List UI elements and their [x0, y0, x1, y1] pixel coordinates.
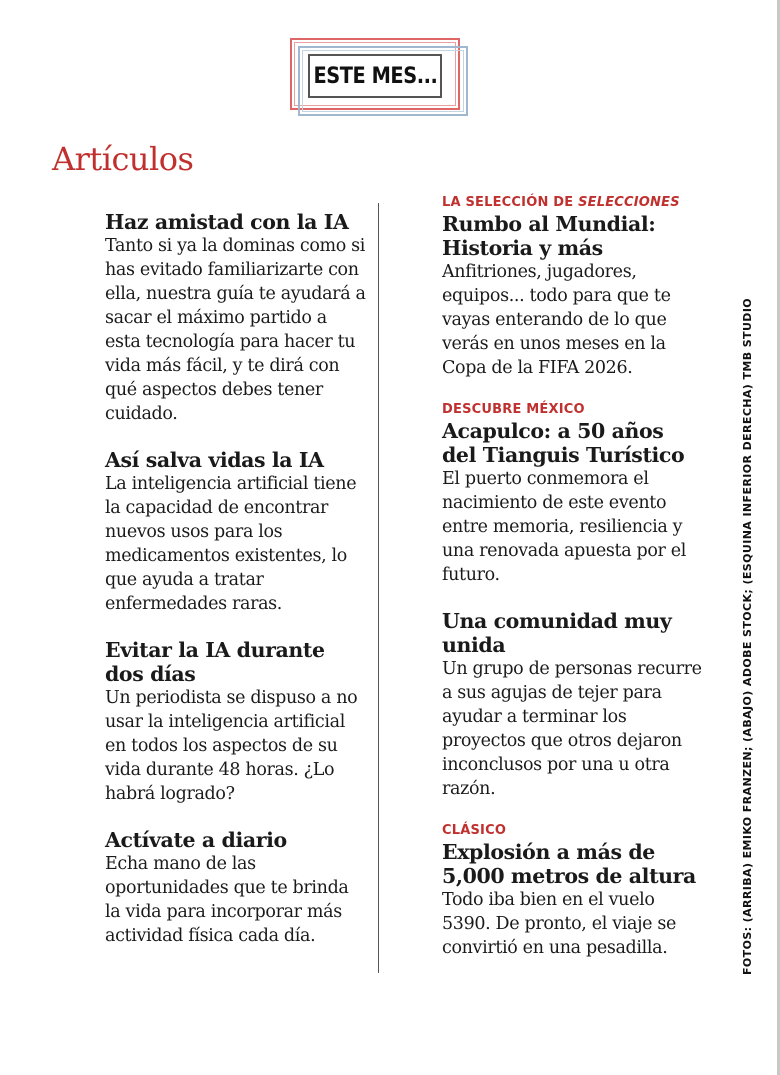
article-body: Echa mano de las oportunidades que te brinda la vida para incorporar más actividad física cada día. — [105, 854, 349, 946]
article-kicker — [442, 195, 704, 210]
article-activate[interactable] — [105, 828, 367, 948]
article-acapulco[interactable] — [442, 402, 704, 587]
header-label-box — [308, 54, 442, 98]
header-box — [290, 38, 468, 116]
article-rumbo-mundial[interactable] — [442, 195, 704, 380]
left-column — [105, 210, 367, 970]
article-headline: Así salva vidas la IA — [105, 448, 324, 472]
article-headline: Actívate a diario — [105, 828, 287, 852]
header-title: ESTE MES... — [313, 63, 437, 89]
article-evitar-ia[interactable] — [105, 638, 367, 806]
kicker-emphasis: SELECCIONES — [578, 195, 680, 210]
article-body: Todo iba bien en el vuelo 5390. De pronto, el viaje se convirtió en una pesadilla. — [442, 890, 676, 958]
article-body: Un grupo de personas recurre a sus agujas de tejer para ayudar a terminar los proyectos que otros dejaron inconclusos por una u otra razón. — [442, 659, 702, 799]
article-headline: Haz amistad con la IA — [105, 210, 349, 234]
article-body: Anfitriones, jugadores, equipos... todo para que te vayas enterando de lo que verás en unos meses en la Copa de la FIFA 2026. — [442, 262, 671, 378]
article-body: Un periodista se dispuso a no usar la inteligencia artificial en todos los aspectos de su vida durante 48 horas. ¿Lo habrá logrado? — [105, 688, 358, 804]
article-headline: Evitar la IA durante dos días — [105, 638, 325, 686]
article-headline: Rumbo al Mundial: Historia y más — [442, 212, 656, 260]
article-body: Tanto si ya la dominas como si has evitado familiarizarte con ella, nuestra guía te ayudará a sacar el máximo partido a esta tecnología para hacer tu vida más fácil, y te dirá con qué aspectos debes tener cuidado. — [105, 236, 366, 424]
photo-credit: FOTOS: (ARRIBA) EMIKO FRANZEN; (ABAJO) ADOBE STOCK; (ESQUINA INFERIOR DERECHA) TMB STUDIO — [741, 297, 754, 975]
article-headline: Una comunidad muy unida — [442, 609, 672, 657]
article-ia-salva-vidas[interactable] — [105, 448, 367, 616]
article-comunidad[interactable] — [442, 609, 704, 801]
right-column — [442, 195, 704, 982]
article-explosion[interactable] — [442, 823, 704, 960]
article-headline: Acapulco: a 50 años del Tianguis Turístico — [442, 419, 685, 467]
kicker-text: LA SELECCIÓN DE — [442, 195, 579, 210]
article-body: La inteligencia artificial tiene la capacidad de encontrar nuevos usos para los medicamentos existentes, lo que ayuda a tratar enfermedades raras. — [105, 474, 357, 614]
article-ia-amistad[interactable] — [105, 210, 367, 426]
section-title: Artículos — [52, 140, 194, 178]
article-body: El puerto conmemora el nacimiento de este evento entre memoria, resiliencia y una renovada apuesta por el futuro. — [442, 469, 687, 585]
article-headline: Explosión a más de 5,000 metros de altura — [442, 840, 696, 888]
article-kicker: CLÁSICO — [442, 823, 507, 838]
column-divider — [378, 203, 379, 973]
article-kicker: DESCUBRE MÉXICO — [442, 402, 585, 417]
